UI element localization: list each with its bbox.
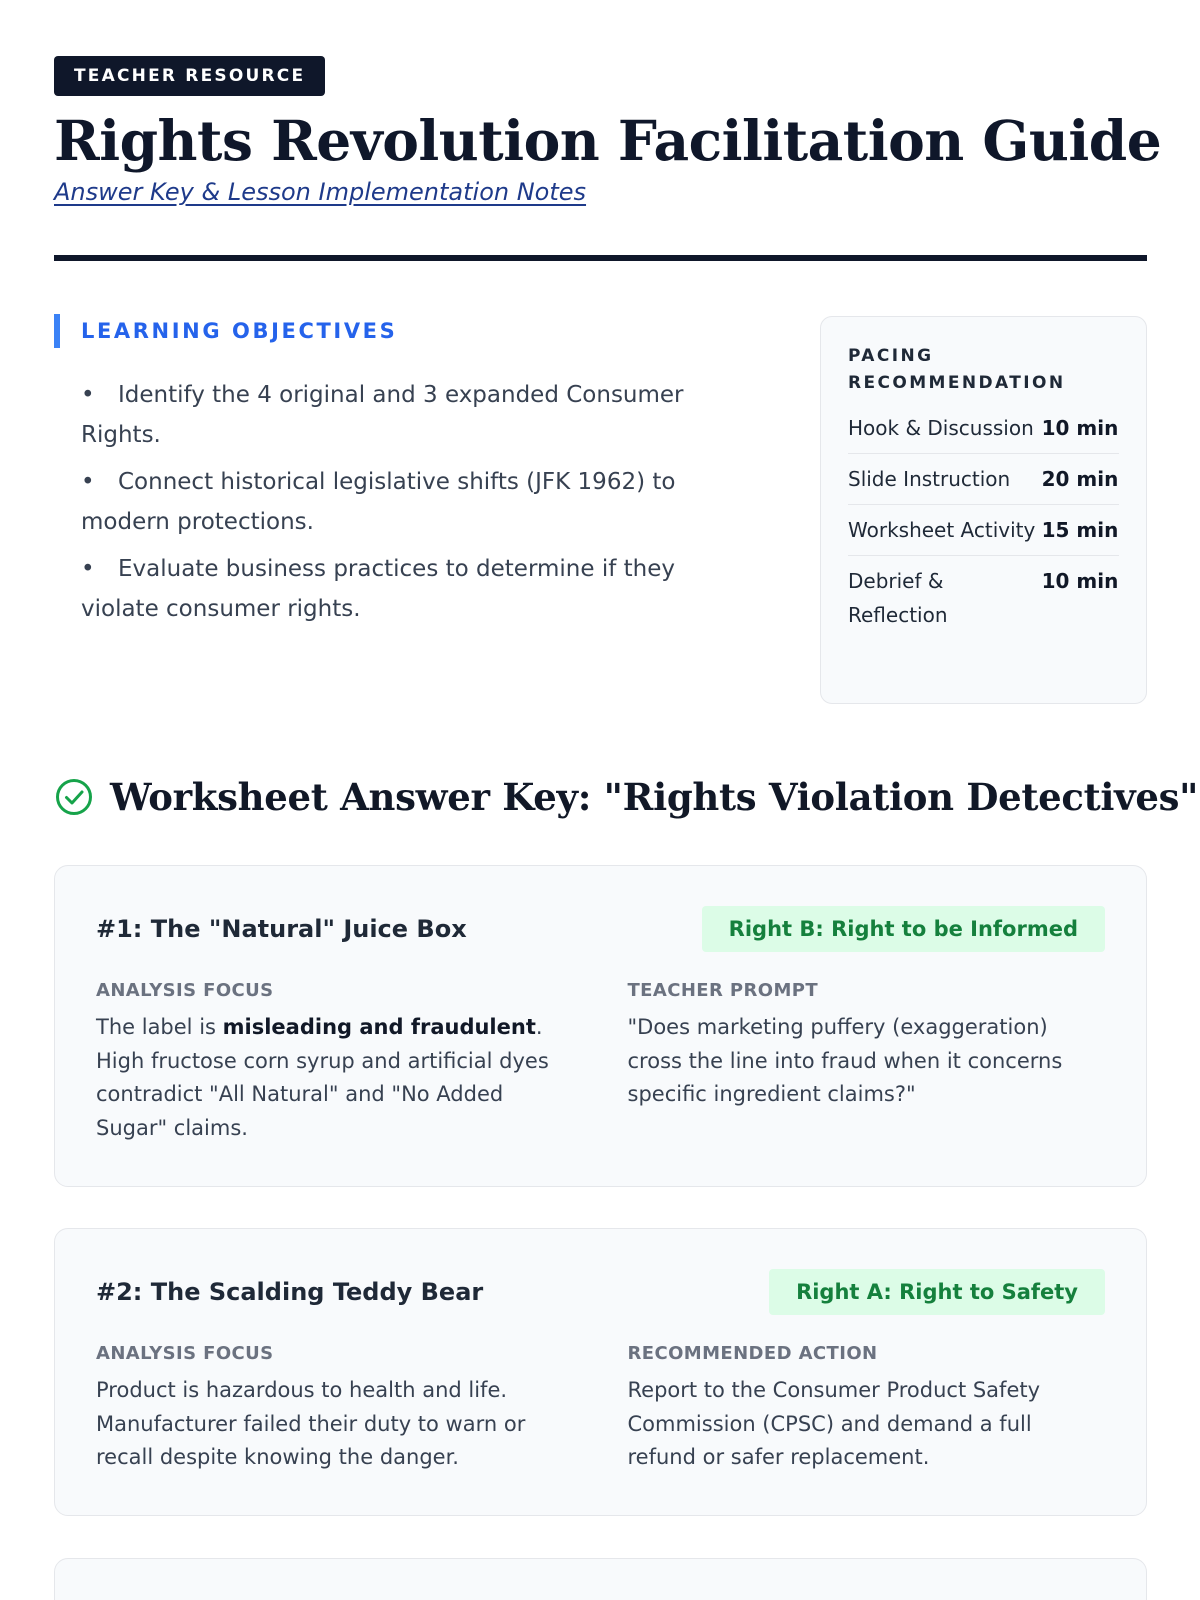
pacing-heading: PACING RECOMMENDATION xyxy=(848,346,1066,393)
analysis-focus-label: ANALYSIS FOCUS xyxy=(96,980,274,1001)
pacing-row xyxy=(848,454,1119,505)
check-circle-icon xyxy=(54,777,94,817)
pacing-panel xyxy=(820,316,1147,704)
pacing-label: Hook & Discussion xyxy=(848,416,1034,440)
pacing-label: Worksheet Activity xyxy=(848,518,1036,542)
pacing-duration: 10 min xyxy=(1041,569,1119,593)
recommended-action-label: RECOMMENDED ACTION xyxy=(627,1343,878,1364)
objective-item xyxy=(81,462,721,542)
answer-card xyxy=(54,865,1147,1187)
objective-text: Identify the 4 original and 3 expanded Consumer Rights. xyxy=(81,382,684,448)
objective-item xyxy=(81,549,721,629)
analysis-focus-text: The label is misleading and fraudulent. High fructose corn syrup and artificial dyes contradict "All Natural" and "No Added Sugar" claims. xyxy=(96,1015,549,1140)
card-title: #2: The Scalding Teddy Bear xyxy=(96,1278,484,1306)
pacing-duration: 10 min xyxy=(1041,416,1119,440)
analysis-column xyxy=(96,980,574,1145)
objective-text: Connect historical legislative shifts (JFK 1962) to modern protections. xyxy=(81,469,676,535)
action-column xyxy=(628,1343,1106,1475)
objectives-list xyxy=(81,375,721,636)
answer-card xyxy=(54,1558,1147,1600)
answer-key-heading xyxy=(54,775,1198,819)
subtitle-link[interactable]: Answer Key & Lesson Implementation Notes xyxy=(54,178,587,206)
objective-text: Evaluate business practices to determine if they violate consumer rights. xyxy=(81,556,675,622)
card-title: #1: The "Natural" Juice Box xyxy=(96,915,467,943)
learning-objectives-heading: LEARNING OBJECTIVES xyxy=(54,314,397,348)
pacing-duration: 15 min xyxy=(1041,518,1119,542)
pacing-row xyxy=(848,556,1119,640)
teacher-resource-badge: TEACHER RESOURCE xyxy=(54,56,325,96)
pacing-row xyxy=(848,403,1119,454)
analysis-focus-label: ANALYSIS FOCUS xyxy=(96,1343,274,1364)
analysis-focus-text: Product is hazardous to health and life. Manufacturer failed their duty to warn or recall despite knowing the danger. xyxy=(96,1378,526,1469)
recommended-action-text: Report to the Consumer Product Safety Commission (CPSC) and demand a full refund or safer replacement. xyxy=(627,1378,1041,1469)
teacher-prompt-label: TEACHER PROMPT xyxy=(627,980,819,1001)
answer-card xyxy=(54,1228,1147,1516)
answer-key-title: Worksheet Answer Key: "Rights Violation Detectives" xyxy=(110,775,1199,819)
pacing-duration: 20 min xyxy=(1041,467,1119,491)
teacher-prompt-text: "Does marketing puffery (exaggeration) cross the line into fraud when it concerns specific ingredient claims?" xyxy=(627,1015,1063,1106)
bullet-icon: • xyxy=(81,469,95,495)
pacing-row xyxy=(848,505,1119,556)
page-title: Rights Revolution Facilitation Guide xyxy=(54,108,1162,173)
emphasis-text: misleading and fraudulent xyxy=(222,1015,536,1039)
pacing-label: Slide Instruction xyxy=(848,467,1011,491)
right-tag: Right B: Right to be Informed xyxy=(702,906,1105,952)
bullet-icon: • xyxy=(81,382,95,408)
objective-item xyxy=(81,375,721,455)
pacing-label: Debrief & Reflection xyxy=(848,569,948,627)
header-divider xyxy=(54,255,1147,261)
prompt-column xyxy=(628,980,1106,1145)
analysis-column xyxy=(96,1343,574,1475)
bullet-icon: • xyxy=(81,556,95,582)
right-tag: Right A: Right to Safety xyxy=(769,1269,1105,1315)
